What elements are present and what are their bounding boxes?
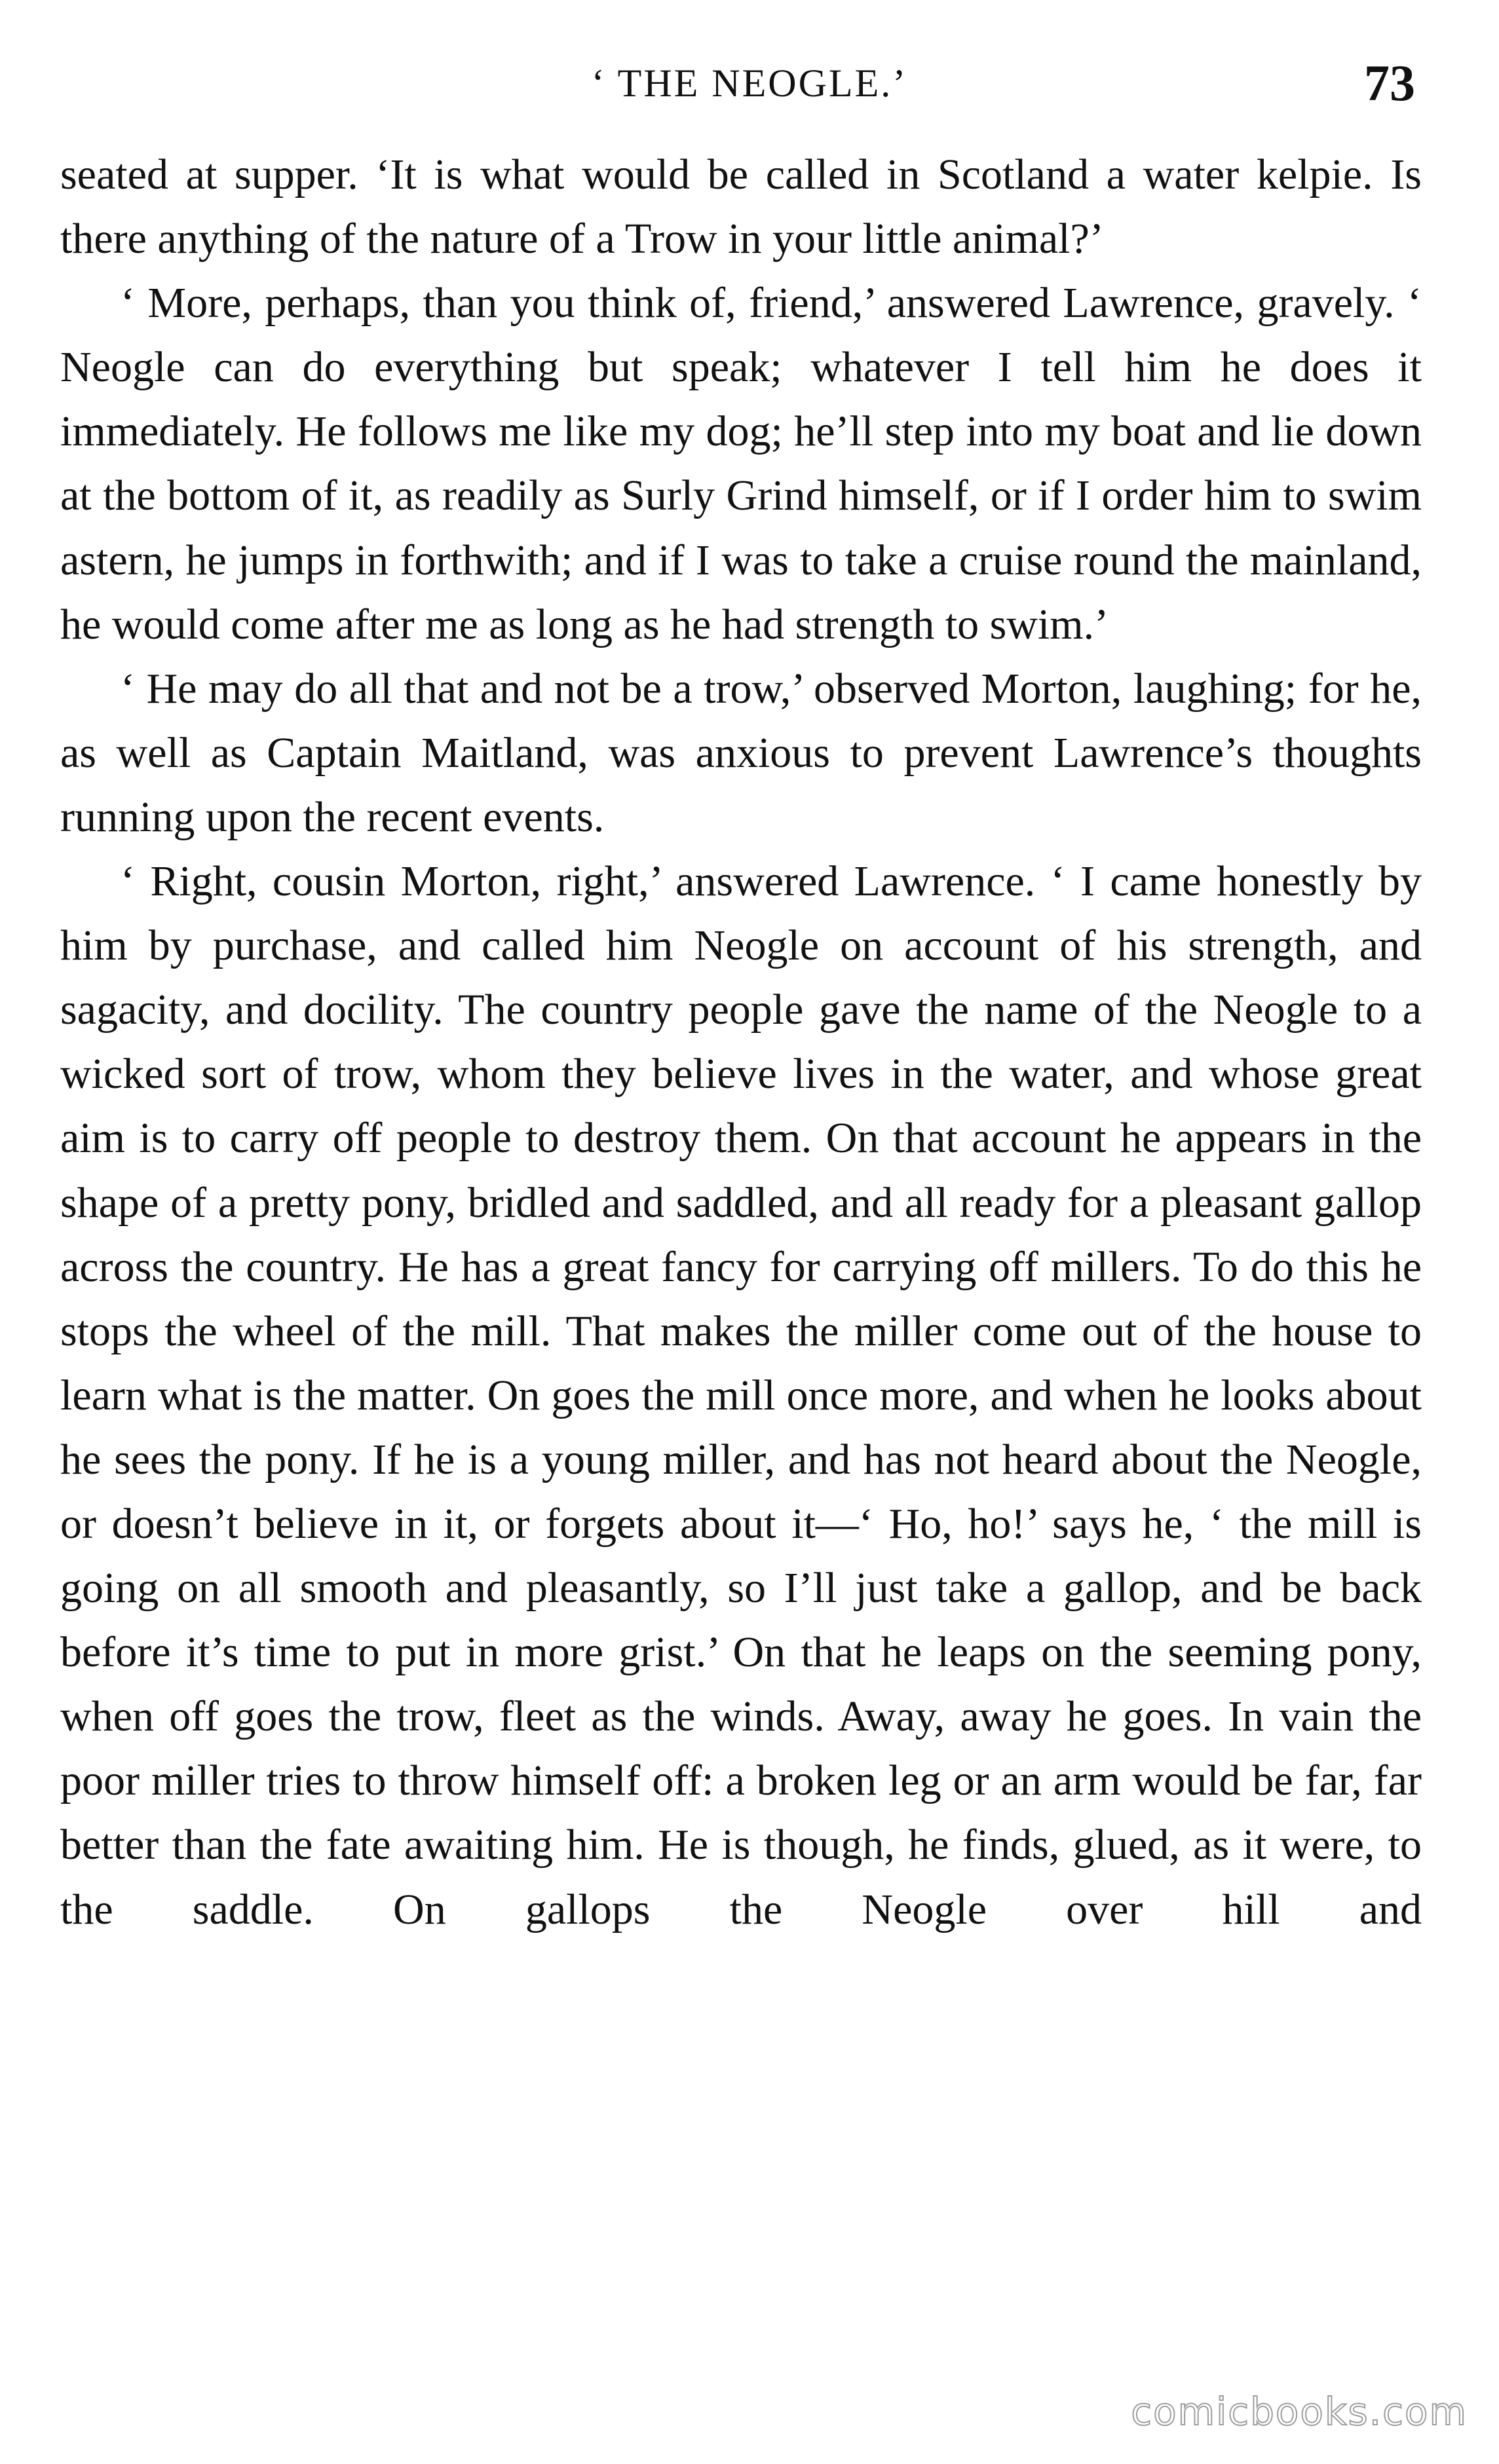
paragraph-4: ‘ Right, cousin Morton, right,’ answered Lawrence. ‘ I came honestly by him by purchase, and called him Neogle on account of his strength, and sagacity, and docility. The country people gave the name of the Neogle to a wicked sort of trow, whom they believe lives in the water, and whose great aim is to carry off people to destroy them. On that account he appears in the shape of a pretty pony, bridled and saddled, and all ready for a pleasant gallop across the country. He has a great fancy for carrying off millers. To do this he stops the wheel of the mill. That makes the miller come out of the house to learn what is the matter. On goes the mill once more, and when he looks about he sees the pony. If he is a young miller, and has not heard about the Neogle, or doesn’t believe in it, or forgets about it—‘ Ho, ho!’ says he, ‘ the mill is going on all smooth and pleasantly, so I’ll just take a gallop, and be back before it’s time to put in more grist.’ On that he leaps on the seeming pony, when off goes the trow, fleet as the winds. Away, away he goes. In vain the poor miller tries to throw himself off: a broken leg or an arm would be far, far better than the fate awaiting him. He is though, he finds, glued, as it were, to the saddle. On gallops the Neogle over hill and <box>60 857 1422 1933</box>
page-number: 73 <box>1364 54 1415 111</box>
body-text <box>60 143 1422 1942</box>
paragraph-3: ‘ He may do all that and not be a trow,’ observed Morton, laughing; for he, as well as Captain Maitland, was anxious to prevent Lawrence’s thoughts running upon the recent events. <box>60 664 1422 841</box>
running-head <box>0 47 1499 119</box>
paragraph-2: ‘ More, perhaps, than you think of, friend,’ answered Lawrence, gravely. ‘ Neogle can do everything but speak; whatever I tell him he does it immediately. He follows me like my dog; he’ll step into my boat and lie down at the bottom of it, as readily as Surly Grind himself, or if I order him to swim astern, he jumps in forthwith; and if I was to take a cruise round the mainland, he would come after me as long as he had strength to swim.’ <box>60 279 1422 648</box>
paragraph-1: seated at supper. ‘It is what would be called in Scotland a water kelpie. Is there anything of the nature of a Trow in your little animal?’ <box>60 151 1422 263</box>
watermark-logo: comicbooks.com <box>1131 2389 1468 2434</box>
running-title: ‘ THE NEOGLE.’ <box>591 62 908 105</box>
